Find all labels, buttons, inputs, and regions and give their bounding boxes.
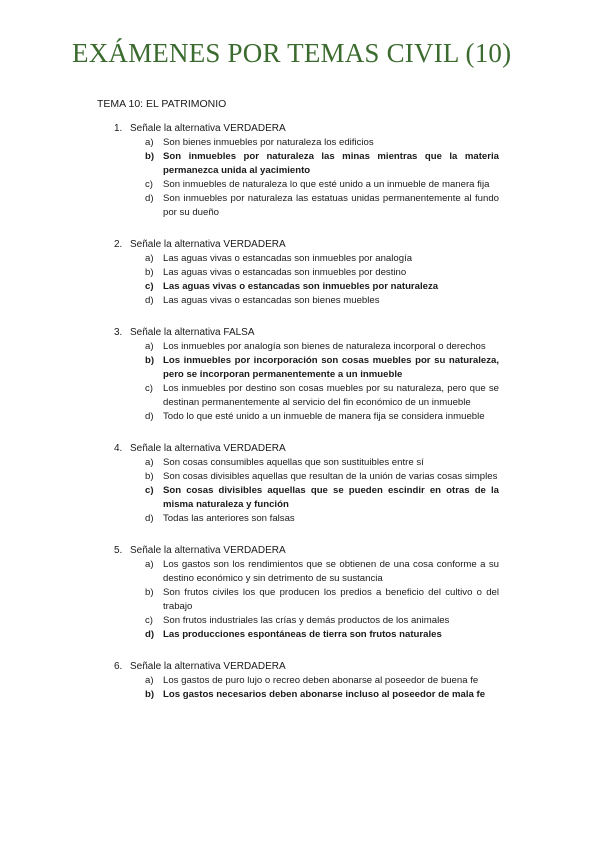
option-text: Las aguas vivas o estancadas son inmuebles por destino — [163, 267, 407, 278]
option-text: Las aguas vivas o estancadas son bienes muebles — [163, 295, 380, 306]
option-letter: a) — [145, 457, 154, 468]
question-prompt-text: Señale la alternativa VERDADERA — [130, 661, 286, 672]
option-text: Son cosas divisibles aquellas que se pueden escindir en otras de la misma naturaleza y función — [163, 485, 499, 510]
option-letter: b) — [145, 471, 154, 482]
answer-option — [0, 484, 499, 512]
answer-option — [0, 150, 499, 178]
question-list — [0, 122, 600, 720]
option-letter: d) — [145, 411, 154, 422]
answer-option — [0, 688, 499, 702]
option-letter: b) — [145, 151, 155, 162]
question-5 — [0, 544, 600, 642]
answer-option — [0, 410, 499, 424]
question-3 — [0, 326, 600, 424]
option-text: Los inmuebles por analogía son bienes de naturaleza incorporal o derechos — [163, 341, 486, 352]
option-letter: b) — [145, 267, 154, 278]
option-letter: a) — [145, 253, 154, 264]
question-2 — [0, 238, 600, 308]
option-letter: c) — [145, 281, 154, 292]
option-text: Todo lo que esté unido a un inmueble de manera fija se considera inmueble — [163, 411, 485, 422]
option-text: Son frutos civiles los que producen los predios a beneficio del cultivo o del trabajo — [163, 587, 499, 612]
option-text: Las aguas vivas o estancadas son inmuebles por analogía — [163, 253, 413, 264]
option-letter: b) — [145, 587, 154, 598]
option-text: Las producciones espontáneas de tierra son frutos naturales — [163, 629, 442, 640]
topic-heading: TEMA 10: EL PATRIMONIO — [97, 98, 227, 110]
answer-option — [0, 252, 499, 266]
option-text: Los inmuebles por incorporación son cosas muebles por su naturaleza, pero se incorporan permanentemente a un inmueble — [163, 355, 499, 380]
question-prompt — [0, 442, 600, 456]
question-prompt-text: Señale la alternativa VERDADERA — [130, 443, 286, 454]
option-text: Son frutos industriales las crías y demás productos de los animales — [163, 615, 450, 626]
option-letter: c) — [145, 615, 153, 626]
answer-option — [0, 354, 499, 382]
question-prompt — [0, 660, 600, 674]
option-text: Las aguas vivas o estancadas son inmuebles por naturaleza — [163, 281, 439, 292]
answer-option — [0, 614, 499, 628]
option-letter: c) — [145, 485, 154, 496]
option-text: Son cosas divisibles aquellas que resultan de la unión de varias cosas simples — [163, 471, 498, 482]
option-letter: d) — [145, 193, 154, 204]
answer-option — [0, 558, 499, 586]
answer-option — [0, 470, 499, 484]
answer-option — [0, 136, 499, 150]
question-6 — [0, 660, 600, 702]
answer-option — [0, 628, 499, 642]
answer-option — [0, 192, 499, 220]
answer-option — [0, 512, 499, 526]
option-text: Los gastos de puro lujo o recreo deben abonarse al poseedor de buena fe — [163, 675, 479, 686]
question-prompt-text: Señale la alternativa FALSA — [130, 327, 255, 338]
option-text: Son inmuebles por naturaleza las estatuas unidas permanentemente al fundo por su dueño — [163, 193, 499, 218]
answer-option — [0, 456, 499, 470]
option-letter: d) — [145, 295, 154, 306]
question-prompt — [0, 122, 600, 136]
option-text: Los gastos necesarios deben abonarse incluso al poseedor de mala fe — [163, 689, 486, 700]
answer-option — [0, 294, 499, 308]
question-number: 1. — [114, 123, 123, 134]
option-text: Son inmuebles por naturaleza las minas mientras que la materia permanezca unida al yacimiento — [163, 151, 499, 176]
question-number: 5. — [114, 545, 123, 556]
question-prompt-text: Señale la alternativa VERDADERA — [130, 123, 286, 134]
page-title: EXÁMENES POR TEMAS CIVIL (10) — [72, 38, 512, 68]
option-letter: b) — [145, 355, 155, 366]
answer-option — [0, 674, 499, 688]
question-number: 2. — [114, 239, 123, 250]
option-letter: a) — [145, 559, 154, 570]
question-1 — [0, 122, 600, 220]
question-prompt — [0, 544, 600, 558]
option-letter: d) — [145, 629, 155, 640]
question-prompt — [0, 238, 600, 252]
option-text: Todas las anteriores son falsas — [163, 513, 295, 524]
question-prompt-text: Señale la alternativa VERDADERA — [130, 545, 286, 556]
option-letter: a) — [145, 675, 154, 686]
question-prompt — [0, 326, 600, 340]
question-4 — [0, 442, 600, 526]
option-text: Los inmuebles por destino son cosas muebles por su naturaleza, pero que se destinan permanentemente al servicio del fin económico de un inmueble — [163, 383, 499, 408]
answer-option — [0, 266, 499, 280]
answer-option — [0, 382, 499, 410]
option-letter: a) — [145, 137, 154, 148]
option-text: Son bienes inmuebles por naturaleza los edificios — [163, 137, 374, 148]
option-text: Son inmuebles de naturaleza lo que esté unido a un inmueble de manera fija — [163, 179, 490, 190]
option-text: Los gastos son los rendimientos que se obtienen de una cosa conforme a su destino económico y sin detrimento de su sustancia — [163, 559, 499, 584]
option-letter: a) — [145, 341, 154, 352]
option-letter: c) — [145, 179, 153, 190]
answer-option — [0, 178, 499, 192]
question-number: 3. — [114, 327, 123, 338]
option-letter: c) — [145, 383, 153, 394]
option-letter: b) — [145, 689, 155, 700]
answer-option — [0, 340, 499, 354]
question-number: 6. — [114, 661, 123, 672]
question-number: 4. — [114, 443, 123, 454]
option-letter: d) — [145, 513, 154, 524]
answer-option — [0, 586, 499, 614]
answer-option — [0, 280, 499, 294]
option-text: Son cosas consumibles aquellas que son sustituibles entre sí — [163, 457, 424, 468]
question-prompt-text: Señale la alternativa VERDADERA — [130, 239, 286, 250]
